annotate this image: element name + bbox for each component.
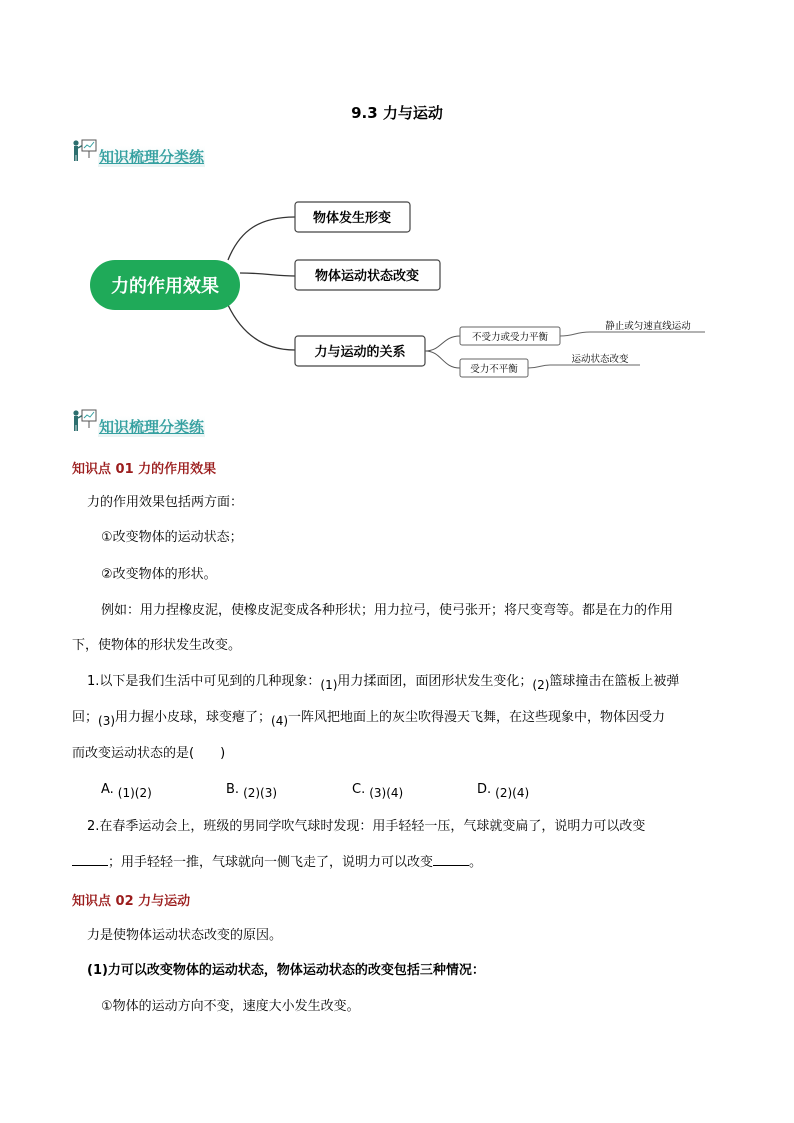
- question-text: 而改变运动状态的是( ): [72, 746, 226, 761]
- item-marker: (3): [98, 714, 116, 728]
- option-text: (3)(4): [369, 786, 404, 800]
- question-text-part: ；用手轻轻一推，气球就向一侧飞走了，说明力可以改变: [108, 855, 434, 870]
- knowledge-point-heading: 知识点 01 力的作用效果: [72, 462, 217, 477]
- connector-line: [528, 365, 640, 368]
- question-text-part: 回；: [72, 710, 99, 725]
- mind-map-branch-label: 物体运动状态改变: [314, 269, 420, 284]
- paragraph: 下，使物体的形状发生改变。: [72, 638, 242, 653]
- question-text-part: 。: [469, 855, 483, 870]
- connector-line: [240, 273, 295, 276]
- paragraph: 力是使物体运动状态改变的原因。: [87, 928, 283, 943]
- option-letter: C.: [352, 782, 366, 797]
- question-text: [72, 709, 665, 726]
- paragraph: 力的作用效果包括两方面：: [87, 495, 244, 510]
- question-text-part: 用力揉面团，面团形状发生变化；: [337, 674, 533, 689]
- question-text: 2.在春季运动会上，班级的男同学吹气球时发现：用手轻轻一压，气球就变扁了，说明力可以改变: [87, 819, 646, 834]
- mind-map: [80, 190, 720, 380]
- answer-blank[interactable]: [433, 853, 469, 866]
- mind-map-branch-label: 力与运动的关系: [314, 345, 406, 360]
- page-title: 9.3 力与运动: [351, 104, 443, 122]
- connector-line: [425, 336, 460, 351]
- question-text: [87, 673, 679, 690]
- option-text: (2)(4): [495, 786, 530, 800]
- item-marker: (2): [532, 678, 550, 692]
- connector-line: [425, 351, 460, 368]
- knowledge-point-heading: 知识点 02 力与运动: [72, 894, 191, 909]
- section-heading: [72, 138, 232, 172]
- question-text: [72, 853, 482, 871]
- connector-line: [228, 217, 295, 260]
- option-text: (2)(3): [243, 786, 278, 800]
- answer-blank[interactable]: [72, 853, 108, 866]
- teacher-board-icon: [72, 138, 98, 162]
- question-text-part: 1.以下是我们生活中可见到的几种现象：: [87, 674, 321, 689]
- answer-option-b: [226, 782, 278, 800]
- paragraph-bold: (1)力可以改变物体的运动状态，物体运动状态的改变包括三种情况：: [87, 963, 485, 978]
- question-text-part: 篮球撞击在篮板上被弹: [549, 674, 680, 689]
- question-text-part: 一阵风把地面上的灰尘吹得漫天飞舞，在这些现象中，物体因受力: [288, 710, 666, 725]
- answer-option-c: [352, 782, 404, 800]
- item-marker: (4): [271, 714, 289, 728]
- connector-line: [560, 332, 705, 336]
- mind-map-sub-label: 受力不平衡: [470, 364, 518, 375]
- connector-line: [228, 305, 295, 350]
- answer-option-a: [101, 782, 152, 800]
- answer-option-d: [477, 782, 530, 800]
- mind-map-result-label: 运动状态改变: [571, 354, 629, 365]
- option-letter: A.: [101, 782, 114, 797]
- section-heading: [72, 408, 232, 442]
- list-item: ②改变物体的形状。: [101, 567, 217, 582]
- mind-map-branch-label: 物体发生形变: [312, 211, 392, 226]
- option-text: (1)(2): [117, 786, 152, 800]
- list-item: ①物体的运动方向不变，速度大小发生改变。: [101, 999, 360, 1014]
- teacher-board-icon: [72, 408, 98, 432]
- mind-map-sub-label: 不受力或受力平衡: [471, 332, 549, 343]
- section-heading-label: 知识梳理分类练: [99, 148, 205, 166]
- option-letter: B.: [226, 782, 240, 797]
- item-marker: (1): [320, 678, 338, 692]
- mind-map-root-label: 力的作用效果: [111, 276, 219, 297]
- paragraph: 例如：用力捏橡皮泥，使橡皮泥变成各种形状；用力拉弓，使弓张开；将尺变弯等。都是在力的作用: [101, 603, 674, 618]
- question-text-part: 用力握小皮球，球变瘪了；: [115, 710, 272, 725]
- list-item: ①改变物体的运动状态；: [101, 530, 243, 545]
- option-letter: D.: [477, 782, 492, 797]
- mind-map-result-label: 静止或匀速直线运动: [605, 321, 691, 332]
- section-heading-label: 知识梳理分类练: [99, 418, 205, 436]
